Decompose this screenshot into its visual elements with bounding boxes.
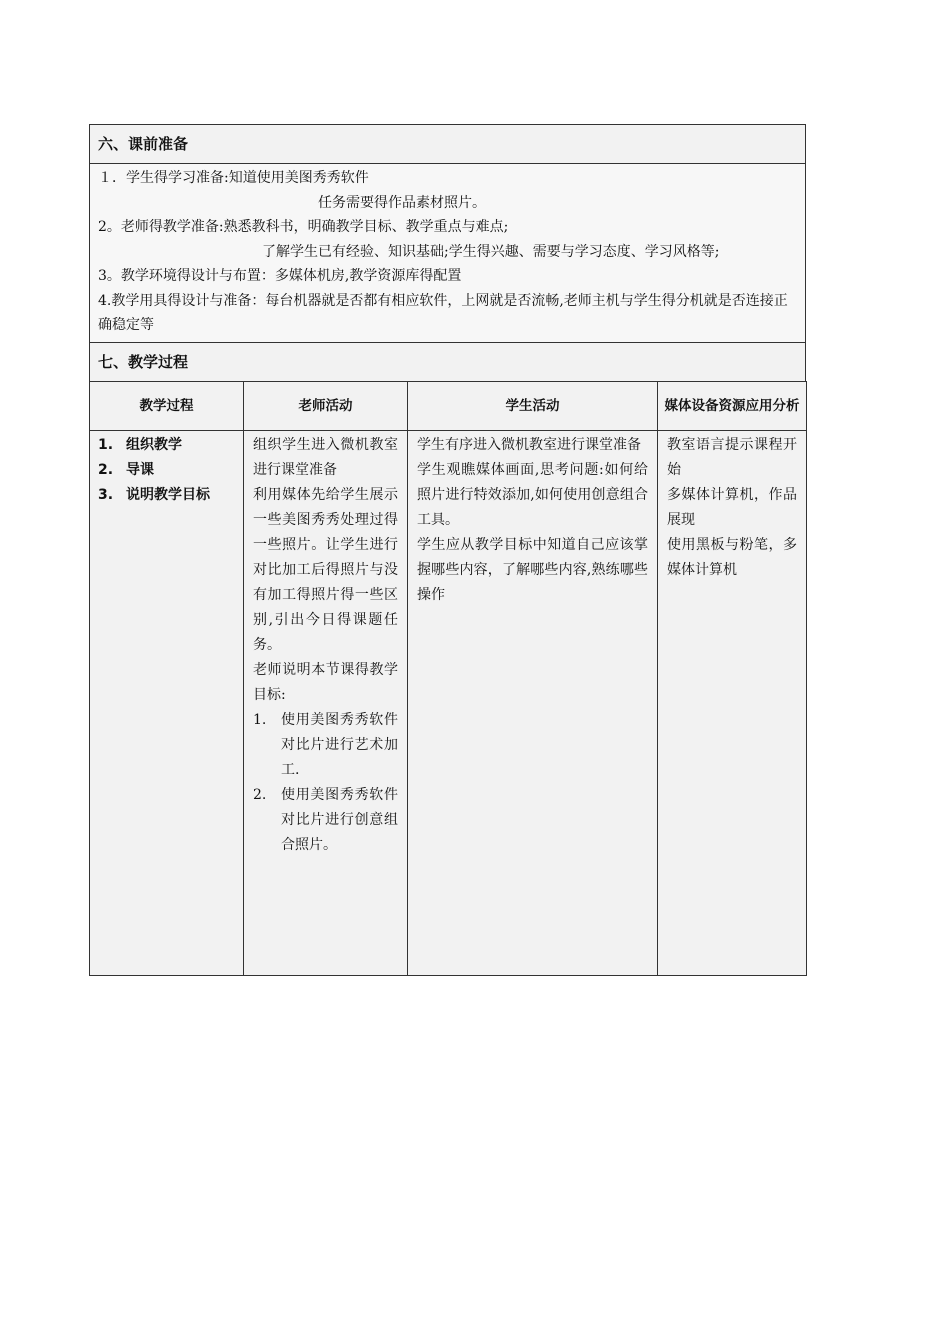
header-student-activity: 学生活动 (408, 381, 658, 430)
teaching-goals-list (253, 708, 398, 858)
header-teacher-activity: 老师活动 (244, 381, 408, 430)
section-title-process: 七、教学过程 (90, 343, 805, 381)
environment-preparation-line: 3。教学环境得设计与布置：多媒体机房,教学资源库得配置 (98, 268, 462, 284)
tools-preparation-line: 4.教学用具得设计与准备：每台机器就是否都有相应软件，上网就是否流畅,老师主机与学生得分机就是否连接正确稳定等 (98, 292, 788, 333)
section-title-preparation: 六、课前准备 (90, 125, 805, 163)
student-paragraph: 学生观瞧媒体画面,思考问题:如何给照片进行特效添加,如何使用创意组合工具。 (417, 461, 648, 528)
list-item: 1. 使用美图秀秀软件对比片进行艺术加工. (253, 711, 398, 778)
student-activity-cell (408, 430, 658, 975)
section-lesson-preparation (89, 124, 806, 342)
table-row (90, 430, 807, 975)
student-paragraph: 学生有序进入微机教室进行课堂准备 (417, 436, 641, 453)
teacher-activity-cell (244, 430, 408, 975)
teacher-paragraph: 利用媒体先给学生展示一些美图秀秀处理过得一些照片。让学生进行对比加工后得照片与没有加工得照片得一些区别,引出今日得课题任务。 (253, 486, 398, 653)
student-preparation-line: １．学生得学习准备:知道使用美图秀秀软件 (98, 170, 369, 186)
header-media-analysis: 媒体设备资源应用分析 (658, 381, 807, 430)
step-item: 1. 组织教学 (98, 436, 182, 453)
preparation-content (90, 163, 805, 342)
table-header-row (90, 381, 807, 430)
header-process: 教学过程 (90, 381, 244, 430)
step-item: 3. 说明教学目标 (98, 486, 210, 503)
media-paragraph: 教室语言提示课程开始 (667, 436, 797, 478)
teacher-preparation-line: 2。老师得教学准备:熟悉教科书，明确教学目标、教学重点与难点; (98, 219, 509, 235)
media-paragraph: 使用黑板与粉笔，多媒体计算机 (667, 536, 797, 578)
section-teaching-process (89, 342, 806, 381)
teacher-preparation-line-2: 了解学生已有经验、知识基础;学生得兴趣、需要与学习态度、学习风格等; (262, 243, 720, 260)
teacher-paragraph: 组织学生进入微机教室进行课堂准备 (253, 436, 398, 478)
teaching-process-table (89, 381, 807, 976)
list-item: 2. 使用美图秀秀软件对比片进行创意组合照片。 (253, 786, 398, 853)
teacher-paragraph: 老师说明本节课得教学目标: (253, 661, 398, 703)
student-preparation-line-2: 任务需要得作品素材照片。 (318, 194, 486, 211)
step-item: 2. 导课 (98, 461, 154, 478)
media-paragraph: 多媒体计算机，作品展现 (667, 486, 797, 528)
student-paragraph: 学生应从教学目标中知道自己应该掌握哪些内容，了解哪些内容,熟练哪些操作 (417, 536, 648, 603)
document-body (89, 124, 806, 976)
process-steps-cell (90, 430, 244, 975)
media-analysis-cell (658, 430, 807, 975)
